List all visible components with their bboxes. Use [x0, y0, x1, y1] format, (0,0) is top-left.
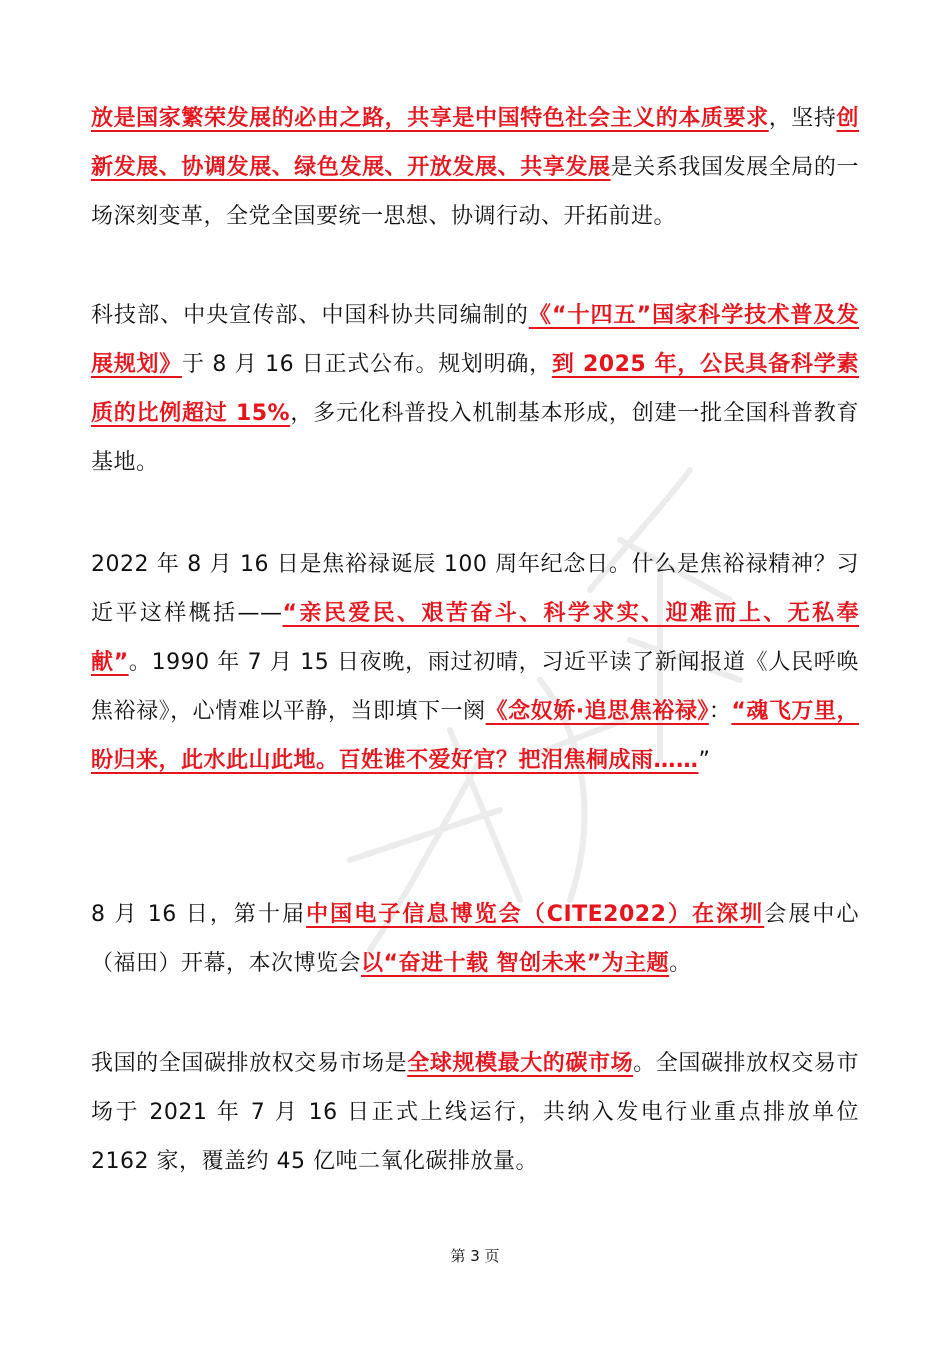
- highlighted-text: “魂飞万里，盼归来，此水此山此地。百姓谁不爱好官？把泪焦桐成雨……: [91, 699, 859, 773]
- body-text: 会展中心（福田）开幕，本次博览会: [91, 902, 859, 976]
- highlighted-text: “亲民爱民、艰苦奋斗、科学求实、迎难而上、无私奉献”: [91, 601, 859, 675]
- body-text: 2022 年 8 月 16 日是焦裕禄诞辰 100 周年纪念日。什么是焦裕禄精神？习近平这样概括——: [91, 552, 859, 626]
- body-text: 。: [669, 951, 692, 976]
- highlighted-text: 《念奴娇·追思焦裕禄》: [485, 699, 709, 724]
- page-number: 第 3 页: [450, 1247, 500, 1265]
- body-text: 我国的全国碳排放权交易市场是: [91, 1051, 408, 1076]
- paragraph-carbon-market: [91, 1039, 859, 1186]
- highlighted-text: 全球规模最大的碳市场: [407, 1051, 634, 1076]
- body-text: 。1990 年 7 月 15 日夜晚，雨过初晴，习近平读了新闻报道《人民呼唤焦裕禄》，心情难以平静，当即填下一阕: [91, 650, 859, 724]
- body-text: 8 月 16 日，第十届: [91, 902, 307, 927]
- body-text: 于 8 月 16 日正式公布。规划明确，: [181, 352, 552, 377]
- highlighted-text: 《“十四五”国家科学技术普及发展规划》: [91, 303, 859, 377]
- body-text: ：: [708, 699, 732, 724]
- body-text: ”: [698, 748, 711, 773]
- body-text: ，多元化科普投入机制基本形成，创建一批全国科普教育基地。: [91, 401, 859, 475]
- paragraph-science-popularization-plan: [91, 291, 859, 487]
- body-text: 。全国碳排放权交易市场于 2021 年 7 月 16 日正式上线运行，共纳入发电行业重点排放单位 2162 家，覆盖约 45 亿吨二氧化碳排放量。: [91, 1051, 859, 1174]
- body-text: ，坚持: [768, 106, 837, 131]
- body-text: 科技部、中央宣传部、中国科协共同编制的: [91, 303, 529, 328]
- highlighted-text: 放是国家繁荣发展的必由之路，共享是中国特色社会主义的本质要求: [91, 106, 769, 131]
- paragraph-jiao-yulu-spirit: [91, 540, 859, 785]
- highlighted-text: 到 2025 年，公民具备科学素质的比例超过 15%: [91, 352, 859, 426]
- body-text: 是关系我国发展全局的一场深刻变革，全党全国要统一思想、协调行动、开拓前进。: [91, 155, 859, 229]
- highlighted-text: 创新发展、协调发展、绿色发展、开放发展、共享发展: [91, 106, 859, 180]
- paragraph-electronics-expo: [91, 890, 859, 988]
- highlighted-text: 中国电子信息博览会（CITE2022）在深圳: [306, 902, 765, 927]
- highlighted-text: 以“奋进十载 智创未来”为主题: [361, 951, 670, 976]
- paragraph-development-concept: [91, 94, 859, 241]
